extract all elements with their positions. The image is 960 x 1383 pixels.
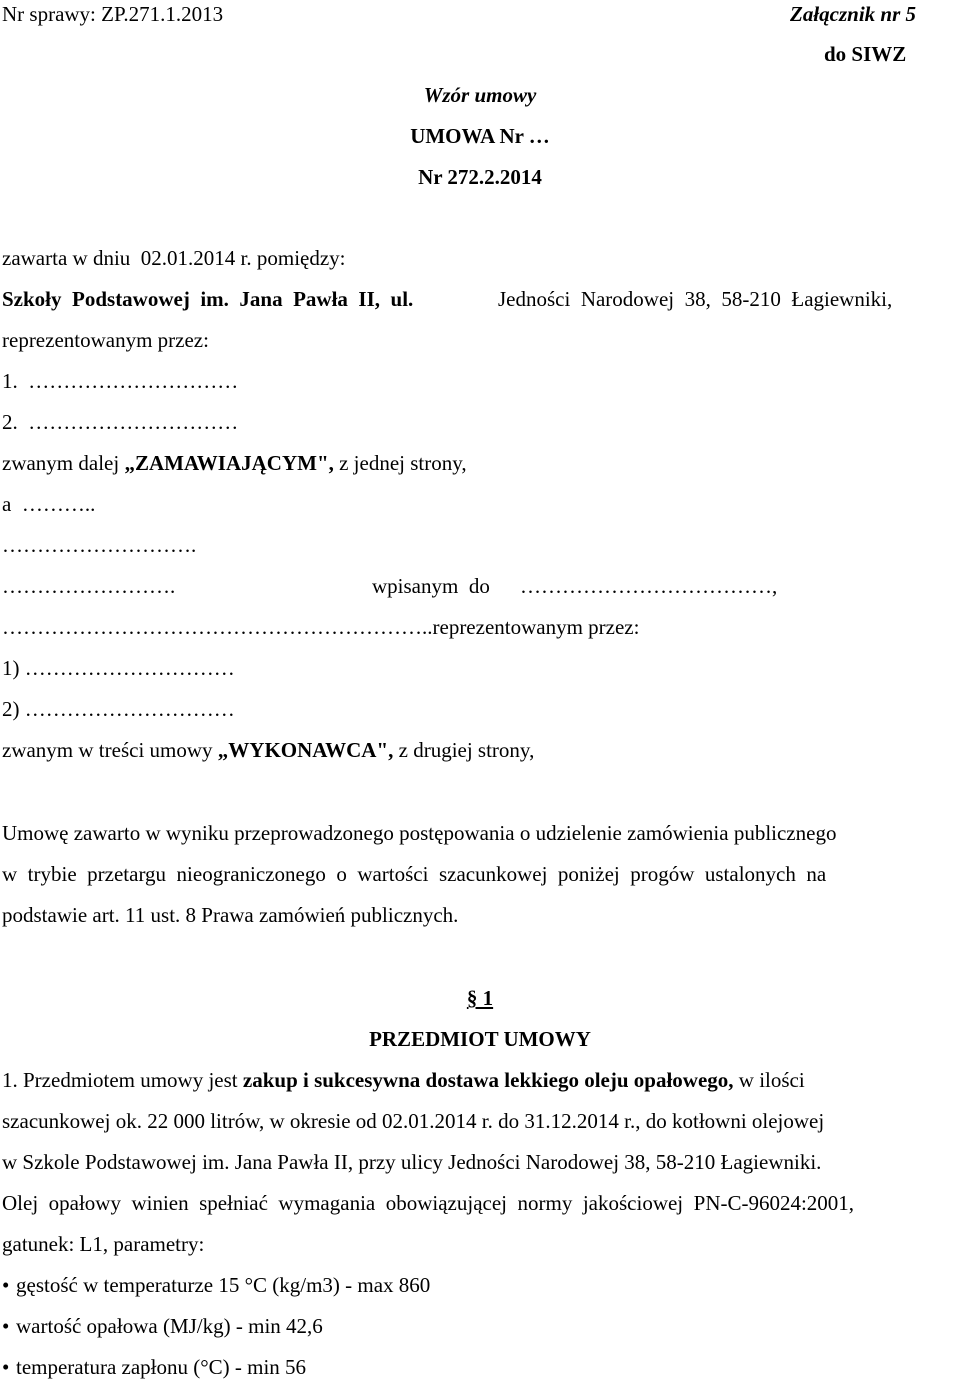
section-heading: PRZEDMIOT UMOWY [369, 1027, 591, 1051]
school-line: Szkoły Podstawowej im. Jana Pawła II, ul. [2, 287, 414, 311]
represented-line-2: ……………………………………………………..reprezentowanym przez: [2, 615, 640, 639]
representative-1: 1. ………………………… [2, 369, 239, 393]
bullet-icon: • [2, 1314, 10, 1338]
contractor-name: „WYKONAWCA", [217, 738, 394, 762]
representative-2: 2. ………………………… [2, 410, 239, 434]
section-paragraph-5: gatunek: L1, parametry: [2, 1232, 205, 1256]
bullet-icon: • [2, 1273, 10, 1297]
section-symbol: § 1 [466, 986, 494, 1010]
annex-to: do SIWZ [824, 42, 907, 66]
bullet-icon: • [2, 1355, 10, 1379]
concluded-line: zawarta w dniu 02.01.2014 r. pomiędzy: [2, 246, 346, 270]
contractor-rep-2: 2) ………………………… [2, 697, 235, 721]
represented-label: reprezentowanym przez: [2, 328, 209, 352]
annex-label: Załącznik nr 5 [790, 2, 917, 26]
subject-emphasis: zakup i sukcesywna dostawa lekkiego oleju opałowego, [242, 1068, 734, 1092]
ordering-party-name: „ZAMAWIAJĄCYM", [124, 451, 334, 475]
preamble-line-2: w trybie przetargu nieograniczonego o wartości szacunkowej poniżej progów ustalonych na [2, 862, 827, 886]
section-paragraph-3: w Szkole Podstawowej im. Jana Pawła II, przy ulicy Jedności Narodowej 38, 58-210 Łagiewniki. [2, 1150, 822, 1174]
preamble-line-1: Umowę zawarto w wyniku przeprowadzonego postępowania o udzielenie zamówienia publicznego [2, 821, 837, 845]
and-line: a ……….. [2, 492, 101, 516]
section-paragraph-4: Olej opałowy winien spełniać wymagania obowiązującej normy jakościowej PN-C-96024:2001, [2, 1191, 855, 1215]
pattern-title: Wzór umowy [423, 83, 537, 107]
school-address: Jedności Narodowej 38, 58-210 Łagiewniki, [498, 287, 893, 311]
contractor-line: zwanym w treści umowy „WYKONAWCA", z drugiej strony, [2, 738, 535, 762]
section-paragraph-2: szacunkowej ok. 22 000 litrów, w okresie od 02.01.2014 r. do 31.12.2014 r., do kotłowni olejowej [2, 1109, 825, 1133]
ordering-party-line: zwanym dalej „ZAMAWIAJĄCYM", z jednej strony, [2, 451, 467, 475]
contract-number: Nr 272.2.2014 [418, 165, 542, 189]
case-number: Nr sprawy: ZP.271.1.2013 [2, 2, 224, 26]
bullet-item: • wartość opałowa (MJ/kg) - min 42,6 [2, 1314, 323, 1338]
contractor-rep-1: 1) ………………………… [2, 656, 235, 680]
blank-line-2: ……………………. [2, 574, 176, 598]
bullet-item: • temperatura zapłonu (°C) - min 56 [2, 1355, 307, 1379]
contract-title: UMOWA Nr … [410, 124, 550, 148]
preamble-line-3: podstawie art. 11 ust. 8 Prawa zamówień publicznych. [2, 903, 459, 927]
section-paragraph-1: 1. Przedmiotem umowy jest zakup i sukcesywna dostawa lekkiego oleju opałowego, w ilości [2, 1068, 805, 1092]
blank-line-1: ………………………. [2, 533, 197, 557]
entered-label: wpisanym do [372, 574, 490, 598]
bullet-item: • gęstość w temperaturze 15 °C (kg/m3) - max 860 [2, 1273, 431, 1297]
entered-blank: ………………………………, [520, 574, 778, 598]
